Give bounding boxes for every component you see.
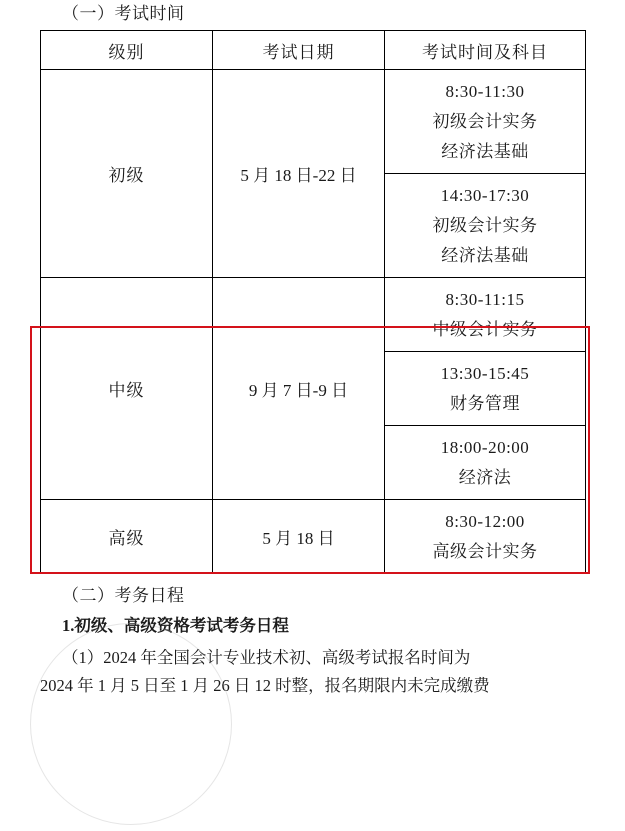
table-row	[41, 70, 586, 174]
session-cell	[385, 426, 586, 500]
paragraph-registration-1: （1）2024 年全国会计专业技术初、高级考试报名时间为	[62, 648, 471, 667]
session-cell	[385, 174, 586, 278]
session-time: 8:30-11:30	[445, 82, 525, 101]
session-time: 14:30-17:30	[440, 186, 530, 205]
exam-schedule-table-wrapper	[40, 30, 587, 574]
paragraph-registration-2: 2024 年 1 月 5 日至 1 月 26 日 12 时整，报名期限内未完成缴费	[40, 676, 490, 695]
session-cell	[385, 278, 586, 352]
header-level: 级别	[41, 31, 213, 70]
header-time-subject: 考试时间及科目	[385, 31, 586, 70]
session-subject: 中级会计实务	[432, 320, 538, 339]
date-cell-primary: 5 月 18 日-22 日	[213, 70, 385, 278]
section-title-exam-schedule: （二）考务日程	[62, 586, 185, 605]
session-subject: 初级会计实务	[432, 216, 538, 235]
session-subject: 高级会计实务	[432, 542, 538, 561]
exam-schedule-table	[40, 30, 586, 574]
session-cell	[385, 70, 586, 174]
session-subject: 经济法基础	[441, 142, 529, 161]
table-row	[41, 278, 586, 352]
date-cell-intermediate: 9 月 7 日-9 日	[213, 278, 385, 500]
date-cell-advanced: 5 月 18 日	[213, 500, 385, 574]
session-subject: 经济法	[458, 468, 512, 487]
level-cell-advanced: 高级	[41, 500, 213, 574]
session-cell	[385, 500, 586, 574]
session-time: 8:30-11:15	[445, 290, 525, 309]
table-row	[41, 500, 586, 574]
header-date: 考试日期	[213, 31, 385, 70]
session-subject: 经济法基础	[441, 246, 529, 265]
session-time: 18:00-20:00	[440, 438, 530, 457]
session-subject: 初级会计实务	[432, 112, 538, 131]
session-subject: 财务管理	[450, 394, 520, 413]
level-cell-primary: 初级	[41, 70, 213, 278]
session-time: 13:30-15:45	[440, 364, 530, 383]
level-cell-intermediate: 中级	[41, 278, 213, 500]
section-title-exam-time: （一）考试时间	[62, 4, 185, 23]
table-header-row	[41, 31, 586, 70]
session-cell	[385, 352, 586, 426]
subsection-title-primary-advanced: 1.初级、高级资格考试考务日程	[62, 616, 289, 635]
session-time: 8:30-12:00	[445, 512, 525, 531]
